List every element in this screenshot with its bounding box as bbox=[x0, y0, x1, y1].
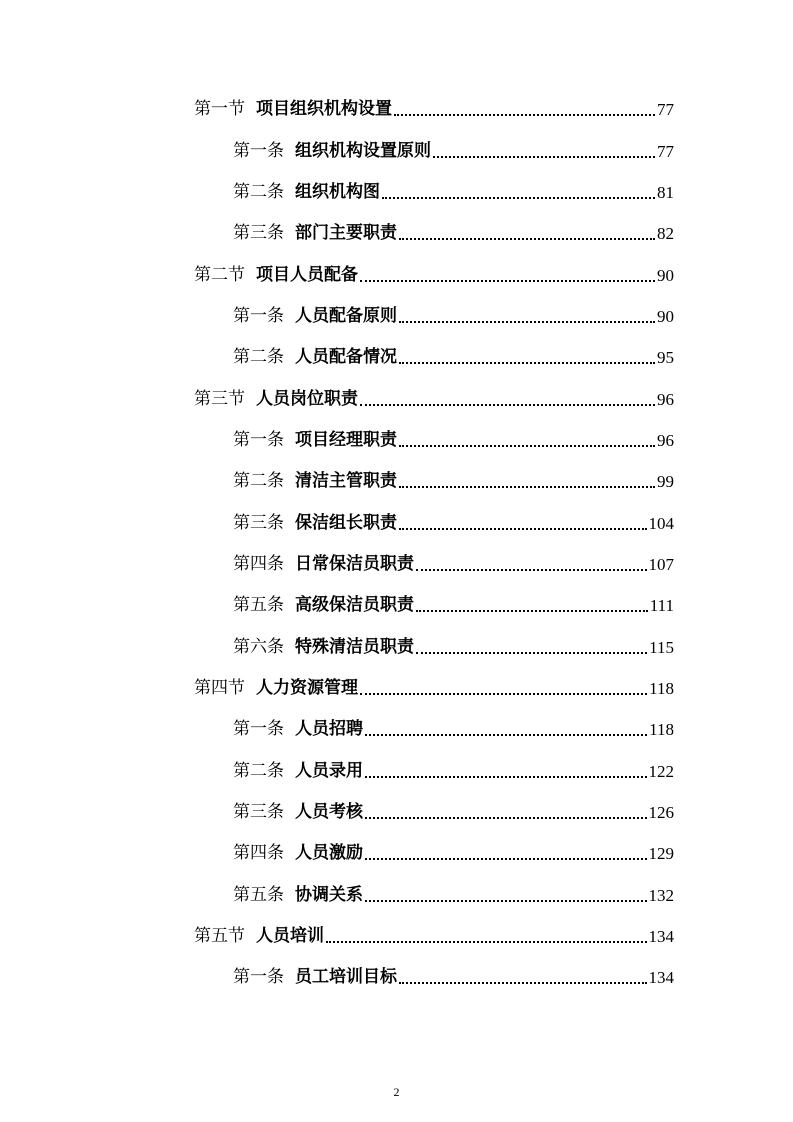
toc-dot-leader bbox=[399, 473, 655, 490]
toc-dot-leader bbox=[394, 101, 655, 118]
toc-dot-leader bbox=[365, 804, 647, 821]
toc-dot-leader bbox=[326, 928, 647, 945]
toc-entry-page: 126 bbox=[648, 803, 674, 823]
toc-entry-page: 95 bbox=[657, 348, 674, 368]
toc-entry-page: 77 bbox=[657, 100, 674, 120]
toc-entry-page: 122 bbox=[648, 761, 674, 781]
toc-entry-number: 第一条 bbox=[233, 719, 284, 740]
toc-entry-number: 第二节 bbox=[194, 264, 245, 285]
toc-entry-title: 人员录用 bbox=[295, 760, 363, 781]
toc-entry-title: 员工培训目标 bbox=[295, 967, 397, 988]
toc-dot-leader bbox=[399, 308, 655, 325]
toc-entry[interactable] bbox=[0, 461, 793, 502]
toc-entry[interactable] bbox=[0, 751, 793, 792]
toc-dot-leader bbox=[399, 969, 647, 986]
toc-entry-page: 104 bbox=[648, 513, 674, 533]
toc-entry-title: 项目人员配备 bbox=[256, 264, 358, 285]
toc-entry-title: 协调关系 bbox=[295, 884, 363, 905]
toc-dot-leader bbox=[360, 680, 647, 697]
toc-entry-number: 第二条 bbox=[233, 181, 284, 202]
toc-entry-title: 人员激励 bbox=[295, 843, 363, 864]
toc-entry[interactable] bbox=[0, 337, 793, 378]
toc-entry-page: 134 bbox=[648, 968, 674, 988]
toc-entry-number: 第一节 bbox=[194, 99, 245, 120]
toc-entry-number: 第四条 bbox=[233, 843, 284, 864]
toc-dot-leader bbox=[416, 597, 648, 614]
toc-entry[interactable] bbox=[0, 875, 793, 916]
toc-entry-title: 日常保洁员职责 bbox=[295, 553, 414, 574]
toc-entry[interactable] bbox=[0, 668, 793, 709]
toc-entry-page: 118 bbox=[649, 720, 674, 740]
toc-dot-leader bbox=[365, 845, 647, 862]
toc-dot-leader bbox=[416, 639, 647, 656]
toc-entry[interactable] bbox=[0, 585, 793, 626]
toc-dot-leader bbox=[360, 391, 655, 408]
toc-entry-number: 第五节 bbox=[194, 926, 245, 947]
toc-entry[interactable] bbox=[0, 502, 793, 543]
toc-entry[interactable] bbox=[0, 626, 793, 667]
toc-entry-page: 96 bbox=[657, 389, 674, 409]
toc-entry-title: 高级保洁员职责 bbox=[295, 595, 414, 616]
toc-entry-page: 134 bbox=[648, 927, 674, 947]
toc-entry-number: 第二条 bbox=[233, 347, 284, 368]
toc-dot-leader bbox=[416, 556, 647, 573]
toc-dot-leader bbox=[365, 763, 647, 780]
toc-entry-title: 清洁主管职责 bbox=[295, 471, 397, 492]
toc-entry-title: 人员考核 bbox=[295, 802, 363, 823]
toc-dot-leader bbox=[382, 184, 655, 201]
toc-entry-title: 保洁组长职责 bbox=[295, 512, 397, 533]
toc-entry-title: 人力资源管理 bbox=[256, 677, 358, 698]
toc-dot-leader bbox=[399, 515, 647, 532]
toc-entry[interactable] bbox=[0, 213, 793, 254]
toc-entry-page: 81 bbox=[657, 182, 674, 202]
toc-entry[interactable] bbox=[0, 833, 793, 874]
toc-entry-page: 129 bbox=[648, 844, 674, 864]
toc-entry-title: 组织机构设置原则 bbox=[295, 140, 431, 161]
toc-entry-number: 第五条 bbox=[233, 884, 284, 905]
toc-entry-number: 第三节 bbox=[194, 388, 245, 409]
toc-entry-number: 第三条 bbox=[233, 512, 284, 533]
toc-entry-number: 第四条 bbox=[233, 553, 284, 574]
toc-entry-title: 项目经理职责 bbox=[295, 429, 397, 450]
toc-entry[interactable] bbox=[0, 709, 793, 750]
toc-entry-title: 人员招聘 bbox=[295, 719, 363, 740]
toc-dot-leader bbox=[399, 349, 655, 366]
toc-entry[interactable] bbox=[0, 792, 793, 833]
toc-entry[interactable] bbox=[0, 544, 793, 585]
toc-dot-leader bbox=[365, 887, 647, 904]
toc-entry-number: 第六条 bbox=[233, 636, 284, 657]
toc-entry-number: 第二条 bbox=[233, 471, 284, 492]
toc-entry[interactable] bbox=[0, 916, 793, 957]
toc-dot-leader bbox=[399, 225, 655, 242]
toc-entry[interactable] bbox=[0, 89, 793, 130]
toc-entry-page: 96 bbox=[657, 430, 674, 450]
toc-entry-title: 特殊清洁员职责 bbox=[295, 636, 414, 657]
toc-entry-number: 第一条 bbox=[233, 967, 284, 988]
toc-dot-leader bbox=[399, 432, 655, 449]
toc-entry-number: 第一条 bbox=[233, 305, 284, 326]
toc-entry-title: 人员配备原则 bbox=[295, 305, 397, 326]
toc-entry-page: 111 bbox=[649, 596, 674, 616]
toc-entry-title: 组织机构图 bbox=[295, 181, 380, 202]
toc-entry-number: 第一条 bbox=[233, 429, 284, 450]
toc-entry-page: 118 bbox=[649, 678, 674, 698]
toc-entry[interactable] bbox=[0, 254, 793, 295]
toc-entry-page: 107 bbox=[648, 554, 674, 574]
toc-entry-number: 第二条 bbox=[233, 760, 284, 781]
toc-entry-page: 115 bbox=[649, 637, 674, 657]
toc-entry-title: 项目组织机构设置 bbox=[256, 99, 392, 120]
toc-entry-page: 99 bbox=[657, 472, 674, 492]
toc-entry-number: 第五条 bbox=[233, 595, 284, 616]
table-of-contents bbox=[0, 89, 793, 999]
toc-entry-page: 90 bbox=[657, 265, 674, 285]
toc-entry-title: 部门主要职责 bbox=[295, 223, 397, 244]
toc-entry-title: 人员培训 bbox=[256, 926, 324, 947]
toc-entry-number: 第四节 bbox=[194, 677, 245, 698]
page-number: 2 bbox=[393, 1085, 400, 1099]
toc-entry-page: 90 bbox=[657, 306, 674, 326]
toc-entry-number: 第三条 bbox=[233, 223, 284, 244]
toc-entry[interactable] bbox=[0, 296, 793, 337]
toc-entry[interactable] bbox=[0, 378, 793, 419]
toc-entry[interactable] bbox=[0, 130, 793, 171]
toc-entry-number: 第三条 bbox=[233, 802, 284, 823]
toc-entry-page: 132 bbox=[648, 885, 674, 905]
toc-entry-title: 人员配备情况 bbox=[295, 347, 397, 368]
toc-entry-number: 第一条 bbox=[233, 140, 284, 161]
toc-dot-leader bbox=[365, 721, 647, 738]
toc-entry[interactable] bbox=[0, 172, 793, 213]
toc-entry-page: 77 bbox=[657, 141, 674, 161]
toc-entry-page: 82 bbox=[657, 224, 674, 244]
toc-entry[interactable] bbox=[0, 420, 793, 461]
toc-entry-title: 人员岗位职责 bbox=[256, 388, 358, 409]
toc-entry[interactable] bbox=[0, 957, 793, 998]
toc-dot-leader bbox=[360, 267, 655, 284]
toc-dot-leader bbox=[433, 143, 655, 160]
